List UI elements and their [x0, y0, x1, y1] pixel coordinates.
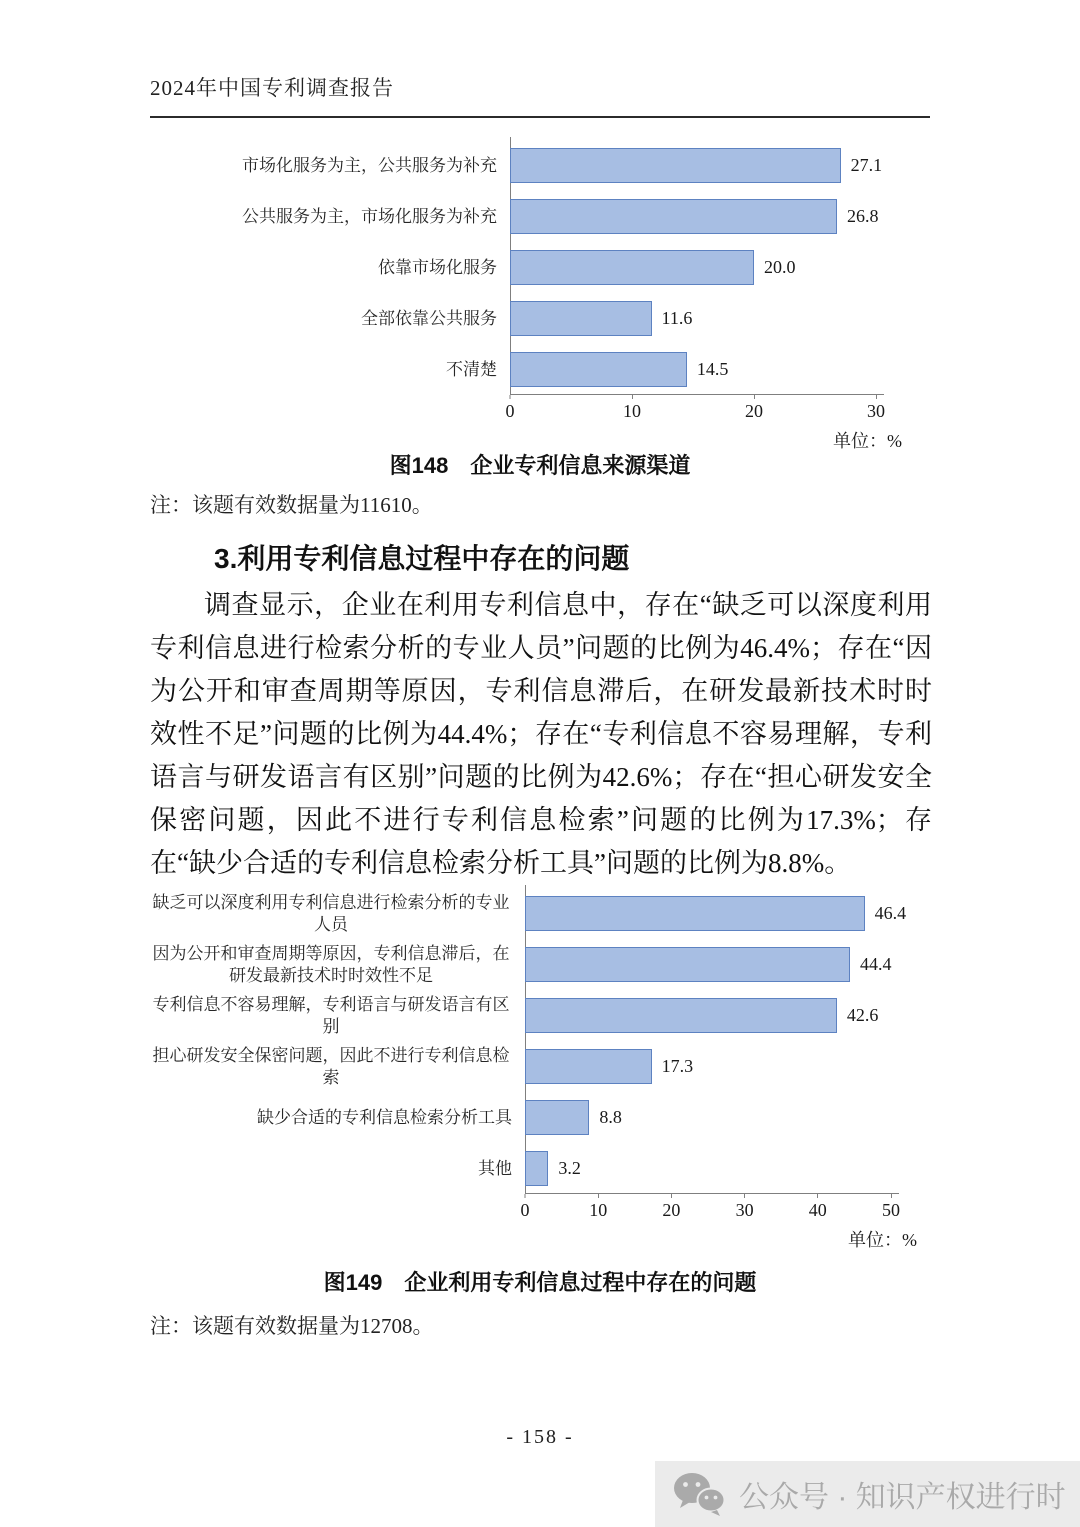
- chart-title: 图148 企业专利信息来源渠道: [389, 453, 691, 478]
- category-label: 依靠市场化服务: [378, 257, 497, 277]
- y-axis-line: [525, 885, 526, 1194]
- bar-row: [150, 990, 917, 1041]
- chart-title: 图149 企业利用专利信息过程中存在的问题: [323, 1270, 757, 1295]
- x-tick: 0: [521, 1194, 530, 1221]
- bar-track: [525, 998, 891, 1033]
- bar-track: [525, 1049, 891, 1084]
- x-tick: 30: [867, 395, 885, 422]
- bar-value: 46.4: [874, 903, 907, 923]
- bar-track: [525, 1100, 891, 1135]
- bar: [525, 1100, 589, 1135]
- bar: [525, 998, 837, 1033]
- chart-plot-area: [150, 140, 902, 395]
- bar-track: [525, 896, 907, 931]
- bar-value: 8.8: [599, 1107, 622, 1127]
- bar: [510, 250, 754, 285]
- body-paragraph: 调查显示，企业在利用专利信息中，存在“缺乏可以深度利用专利信息进行检索分析的专业人员”问题的比例为46.4%；存在“因为公开和审查周期等原因，专利信息滞后，在研发最新技术时时效性不足”问题的比例为44.4%；存在“专利信息不容易理解，专利语言与研发语言有区别”问题的比例为42.6%；存在“担心研发安全保密问题，因此不进行专利信息检索”问题的比例为17.3%；存在“缺少合适的专利信息检索分析工具”问题的比例为8.8%。: [150, 590, 932, 878]
- category-label: 缺乏可以深度利用专利信息进行检索分析的专业人员: [152, 892, 510, 934]
- bar-value: 27.1: [850, 155, 883, 175]
- category-label: 其他: [478, 1158, 512, 1178]
- x-tick: 20: [662, 1194, 680, 1221]
- category-label: 因为公开和审查周期等原因，专利信息滞后，在研发最新技术时时效性不足: [152, 943, 510, 985]
- bar-value: 3.2: [558, 1158, 581, 1178]
- report-title: 2024年中国专利调查报告: [150, 76, 394, 100]
- page-number: - 158 -: [506, 1426, 574, 1448]
- bar: [510, 301, 652, 336]
- x-tick: 10: [589, 1194, 607, 1221]
- x-tick: 20: [745, 395, 763, 422]
- bar-value: 14.5: [696, 359, 729, 379]
- page-header: [150, 72, 930, 118]
- x-tick: 30: [736, 1194, 754, 1221]
- x-tick: 50: [882, 1194, 900, 1221]
- bar-value: 17.3: [661, 1056, 694, 1076]
- bar-row: [150, 1092, 917, 1143]
- bar-row: [150, 888, 917, 939]
- bar-row: [150, 1041, 917, 1092]
- watermark-text: 公众号 · 知识产权进行时: [739, 1481, 1066, 1514]
- x-tick: 40: [809, 1194, 827, 1221]
- chart-note: 注：该题有效数据量为12708。: [150, 1314, 434, 1338]
- category-label: 公共服务为主，市场化服务为补充: [242, 206, 497, 226]
- chart-plot-area: [150, 888, 917, 1194]
- bar-track: [510, 148, 883, 183]
- bar-track: [510, 301, 876, 336]
- category-label: 专利信息不容易理解，专利语言与研发语言有区别: [152, 994, 510, 1036]
- chart-note: 注：该题有效数据量为11610。: [150, 493, 433, 517]
- bar-row: [150, 1143, 917, 1194]
- category-label: 全部依靠公共服务: [361, 308, 497, 328]
- bar-track: [525, 1151, 891, 1186]
- unit-label: 单位：%: [833, 431, 902, 451]
- watermark-banner: [655, 1461, 1080, 1527]
- bar-row: [150, 242, 902, 293]
- x-tick: 10: [623, 395, 641, 422]
- bar: [525, 896, 865, 931]
- category-label: 不清楚: [446, 359, 497, 379]
- bar-row: [150, 293, 902, 344]
- bar-track: [510, 199, 879, 234]
- bar-value: 11.6: [661, 308, 693, 328]
- bar: [510, 148, 841, 183]
- x-tick: 0: [506, 395, 515, 422]
- bar-value: 44.4: [860, 954, 892, 974]
- bar: [525, 947, 850, 982]
- bar: [510, 352, 687, 387]
- bar-track: [510, 250, 876, 285]
- bar-row: [150, 191, 902, 242]
- chart-sources-of-patent-info: [150, 140, 902, 453]
- bar-row: [150, 939, 917, 990]
- wechat-icon: [671, 1471, 727, 1517]
- chart-problems-using-patent-info: [150, 888, 917, 1252]
- bar: [525, 1151, 548, 1186]
- unit-label: 单位：%: [848, 1230, 917, 1250]
- category-label: 缺少合适的专利信息检索分析工具: [257, 1107, 512, 1127]
- bar-value: 20.0: [764, 257, 796, 277]
- bar-track: [510, 352, 876, 387]
- bar-value: 42.6: [846, 1005, 879, 1025]
- bar: [510, 199, 837, 234]
- category-label: 担心研发安全保密问题，因此不进行专利信息检索: [152, 1045, 510, 1087]
- bar-row: [150, 344, 902, 395]
- x-axis-ticks: [505, 395, 885, 427]
- x-axis-ticks: [520, 1194, 900, 1226]
- category-label: 市场化服务为主，公共服务为补充: [242, 155, 497, 175]
- bar-value: 26.8: [846, 206, 879, 226]
- bar-track: [525, 947, 891, 982]
- section-heading: 3.利用专利信息过程中存在的问题: [214, 543, 630, 574]
- bar-row: [150, 140, 902, 191]
- bar: [525, 1049, 652, 1084]
